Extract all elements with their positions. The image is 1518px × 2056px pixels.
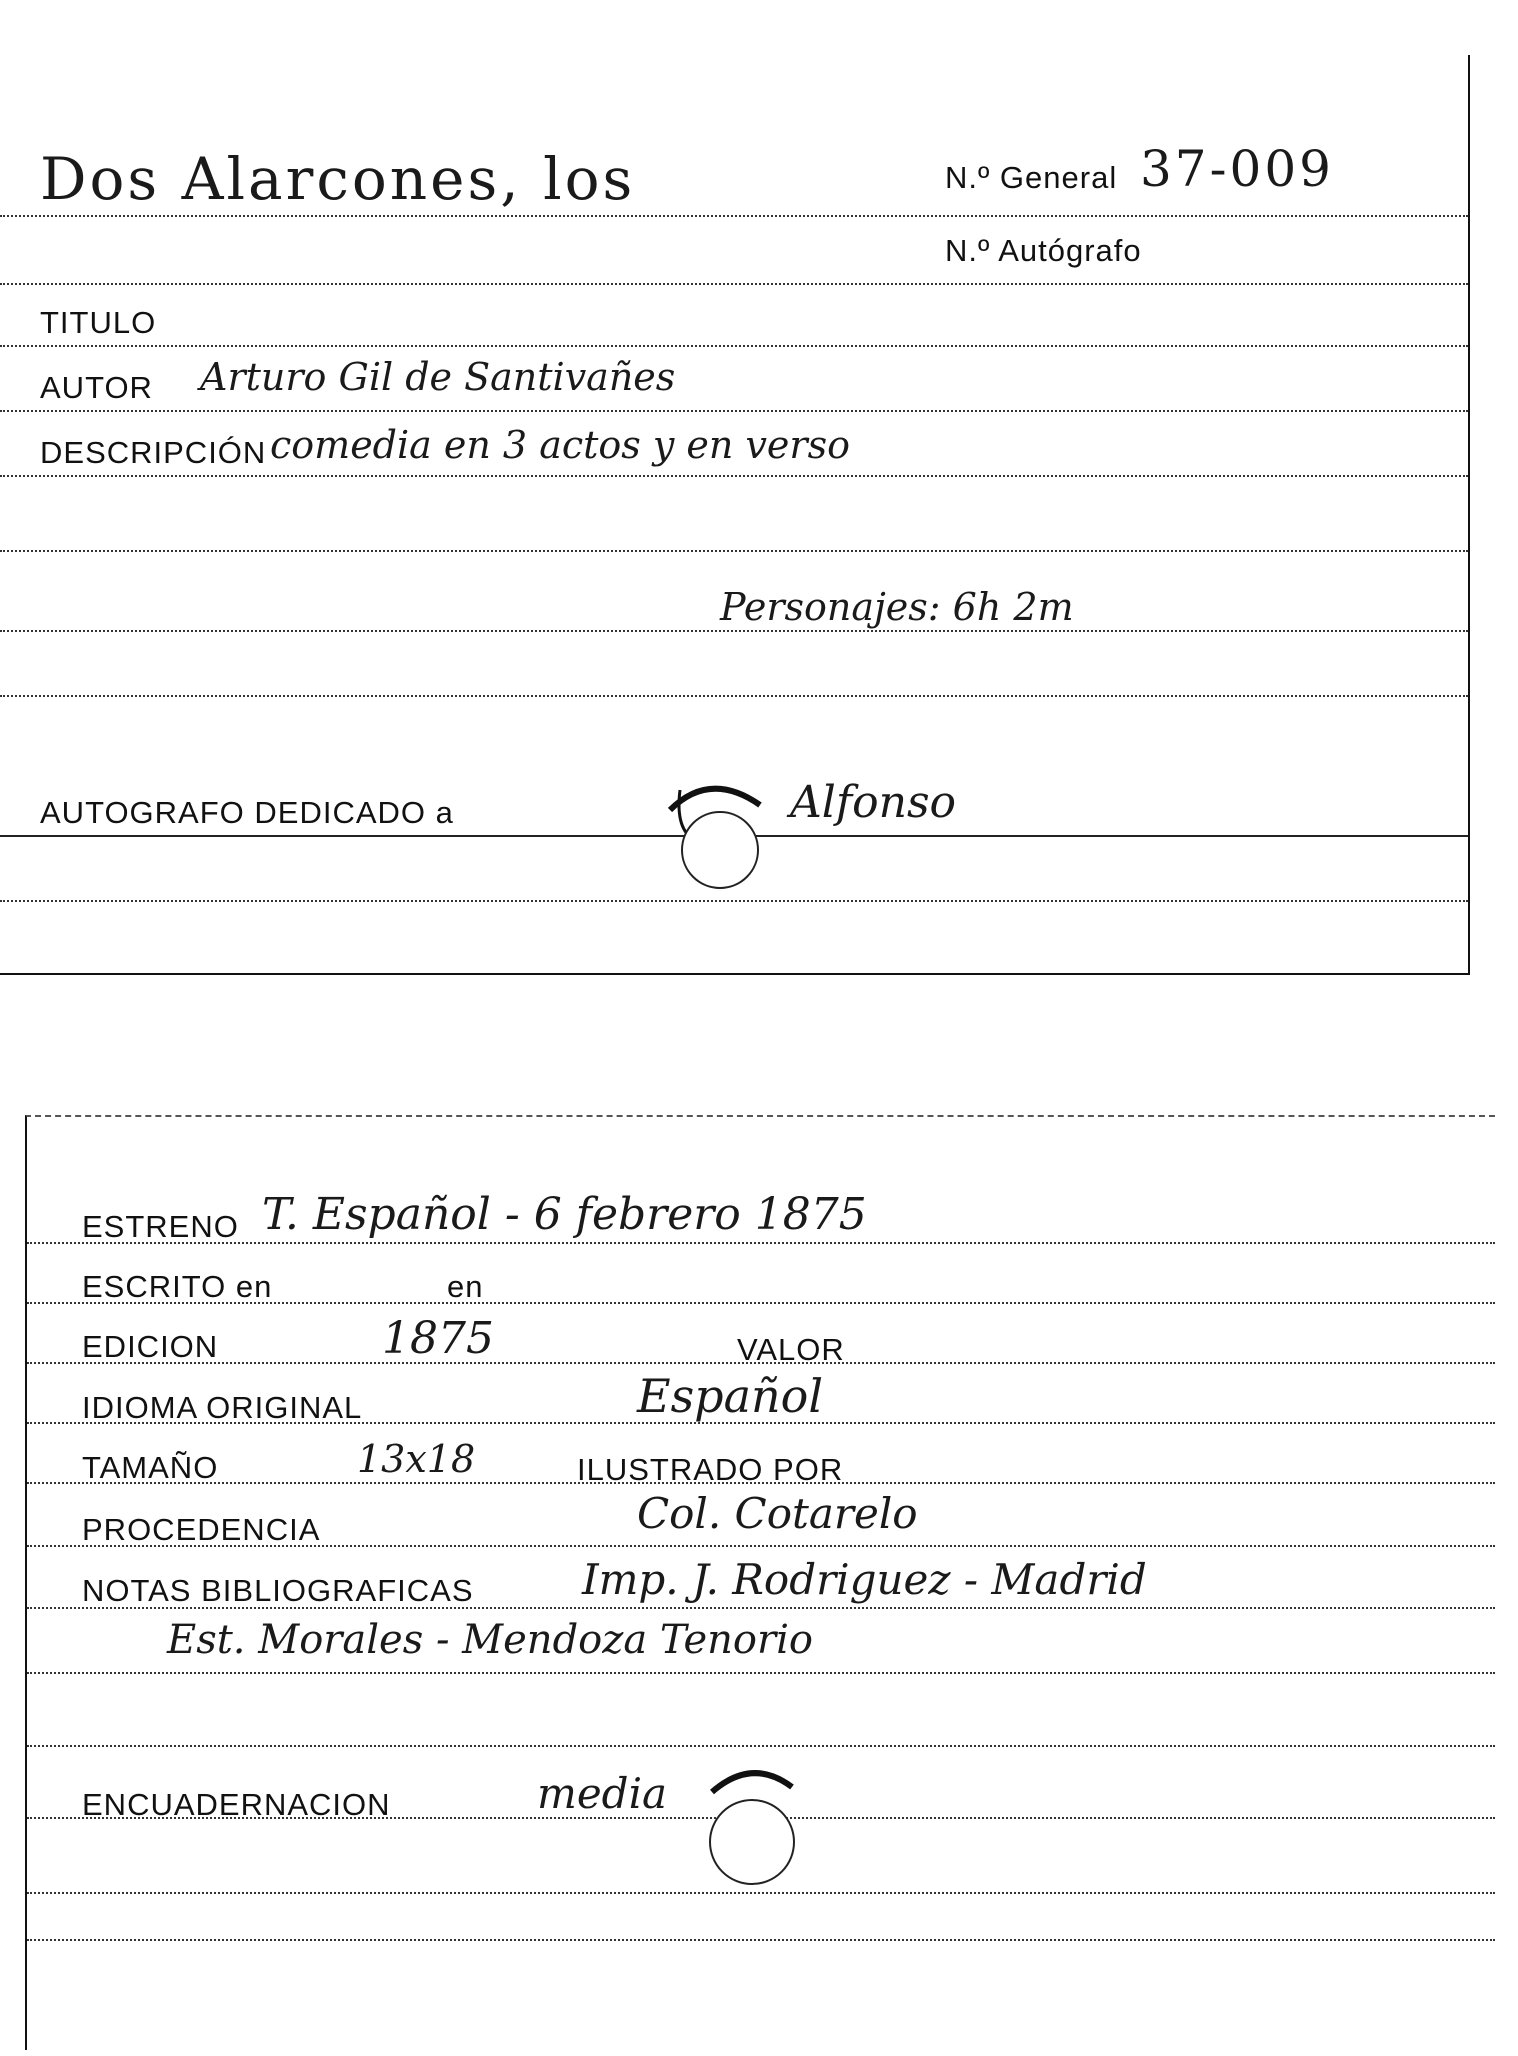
rule — [27, 1242, 1495, 1244]
general-number-value: 37-009 — [1140, 140, 1334, 198]
titulo-label: TITULO — [40, 305, 157, 340]
rule — [0, 410, 1468, 412]
descripcion-value: comedia en 3 actos y en verso — [270, 423, 850, 467]
edicion-value: 1875 — [382, 1313, 494, 1364]
punch-hole-mark — [697, 1747, 807, 1897]
rule — [0, 550, 1468, 552]
idioma-value: Español — [637, 1369, 824, 1423]
estreno-label: ESTRENO — [82, 1209, 239, 1244]
procedencia-value: Col. Cotarelo — [637, 1489, 918, 1538]
rule — [0, 215, 1468, 217]
autograph-number-label: N.º Autógrafo — [945, 233, 1142, 268]
title-handwritten: Dos Alarcones, los — [40, 145, 636, 213]
descripcion-label: DESCRIPCIÓN — [40, 435, 267, 470]
escrito-label: ESCRITO en — [82, 1269, 273, 1304]
rule — [0, 345, 1468, 347]
rule — [27, 1939, 1495, 1941]
autor-value: Arturo Gil de Santivañes — [200, 355, 676, 399]
autor-label: AUTOR — [40, 370, 153, 405]
rule — [0, 630, 1468, 632]
rule — [27, 1672, 1495, 1674]
punch-hole-mark — [650, 750, 770, 890]
rule — [0, 695, 1468, 697]
idioma-label: IDIOMA ORIGINAL — [82, 1390, 363, 1425]
edicion-label: EDICION — [82, 1329, 219, 1364]
general-number-label: N.º General — [945, 160, 1118, 195]
rule — [0, 475, 1468, 477]
tamano-label: TAMAÑO — [82, 1450, 219, 1485]
personajes-value: Personajes: 6h 2m — [720, 585, 1074, 629]
encuadernacion-value: media — [537, 1769, 668, 1818]
dedicado-value: Alfonso — [790, 777, 957, 828]
notas-label: NOTAS BIBLIOGRAFICAS — [82, 1573, 474, 1608]
rule — [0, 283, 1468, 285]
procedencia-label: PROCEDENCIA — [82, 1512, 321, 1547]
catalog-card-back — [25, 1115, 1495, 2050]
valor-label: VALOR — [737, 1332, 845, 1367]
escrito-en-label: en — [447, 1269, 484, 1304]
notas-value-line1: Imp. J. Rodriguez - Madrid — [582, 1555, 1147, 1604]
notas-value-line2: Est. Morales - Mendoza Tenorio — [167, 1617, 813, 1663]
catalog-card-front — [0, 55, 1470, 975]
rule — [0, 900, 1468, 902]
dedicado-label: AUTOGRAFO DEDICADO a — [40, 795, 454, 830]
tamano-value: 13x18 — [357, 1437, 476, 1481]
encuadernacion-label: ENCUADERNACION — [82, 1787, 391, 1822]
estreno-value: T. Español - 6 febrero 1875 — [262, 1189, 867, 1240]
ilustrado-label: ILUSTRADO POR — [577, 1452, 844, 1487]
